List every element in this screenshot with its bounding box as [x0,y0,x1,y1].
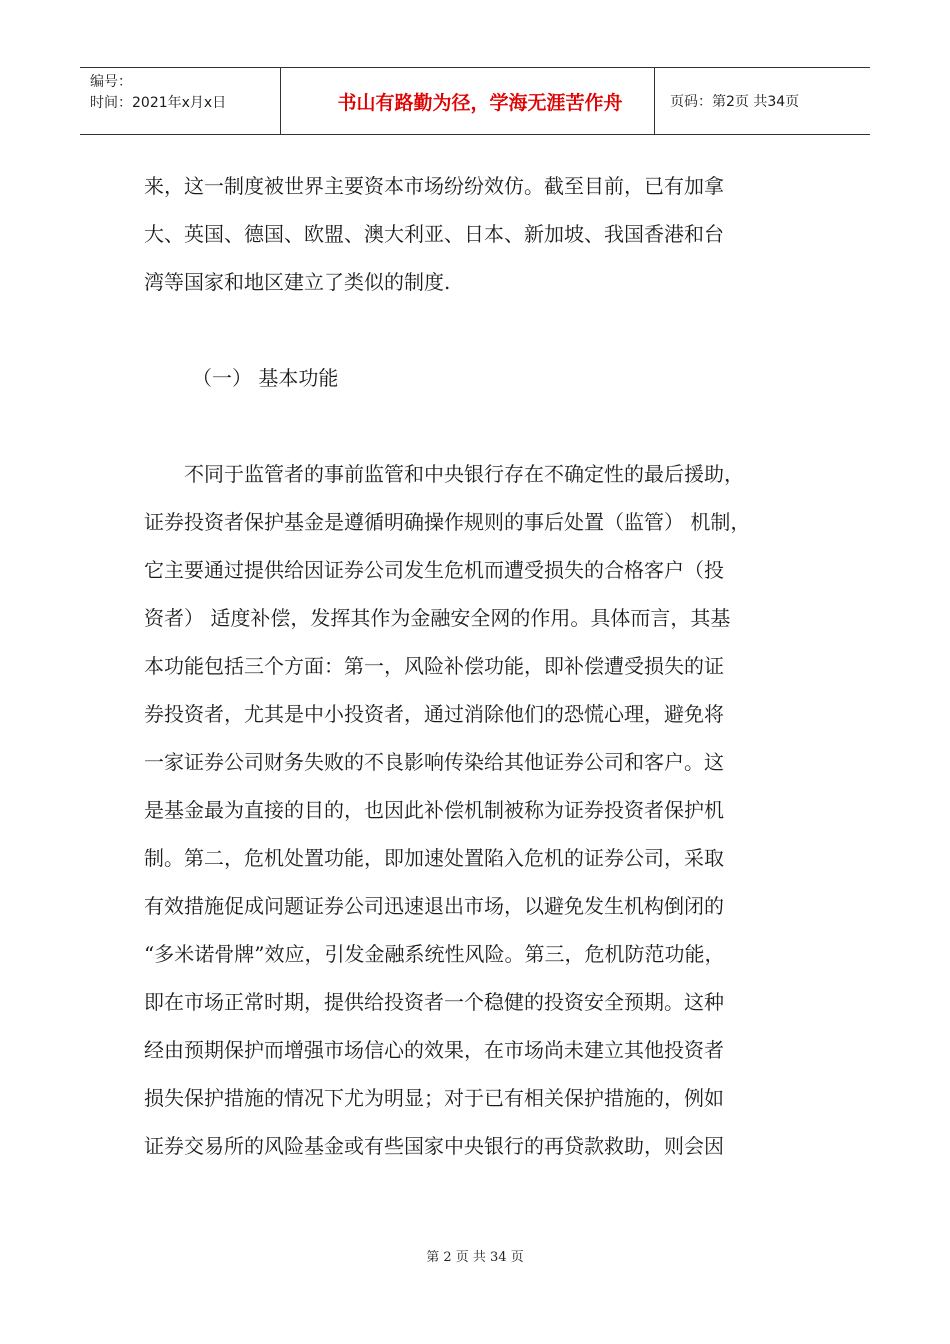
header-meta [90,72,226,114]
header-divider-right [654,68,655,134]
text-line: 经由预期保护而增强市场信心的效果，在市场尚未建立其他投资者 [144,1038,724,1062]
paragraph-basic-functions [144,454,824,1174]
text-line: 湾等国家和地区建立了类似的制度. [144,270,451,294]
header-divider-left [280,68,281,134]
text-line: “多米诺骨牌”效应，引发金融系统性风险。第三，危机防范功能， [144,942,725,966]
text-line: 券投资者，尤其是中小投资者，通过消除他们的恐慌心理，避免将 [144,702,724,726]
paragraph-spacer [144,406,824,454]
text-line: 证券交易所的风险基金或有些国家中央银行的再贷款救助，则会因 [144,1134,724,1158]
text-line: 它主要通过提供给因证券公司发生危机而遭受损失的合格客户（投 [144,558,724,582]
document-body [144,166,824,1174]
text-line: 来，这一制度被世界主要资本市场纷纷效仿。截至目前，已有加拿 [144,174,724,198]
serial-number-label: 编号： [90,74,132,90]
header-page-info: 页码：第2页 共34页 [670,94,800,110]
text-line: 资者） 适度补偿，发挥其作为金融安全网的作用。具体而言，其基 [144,606,731,630]
text-line: 制。第二，危机处置功能，即加速处置陷入危机的证券公司，采取 [144,846,724,870]
header-motto: 书山有路勤为径，学海无涯苦作舟 [337,91,623,114]
text-line: 有效措施促成问题证券公司迅速退出市场，以避免发生机构倒闭的 [144,894,724,918]
text-line: 即在市场正常时期，提供给投资者一个稳健的投资安全预期。这种 [144,990,724,1014]
text-line: 损失保护措施的情况下尤为明显；对于已有相关保护措施的，例如 [144,1086,724,1110]
document-header [80,67,870,135]
section-heading: （一） 基本功能 [192,366,339,390]
text-line: 一家证券公司财务失败的不良影响传染给其他证券公司和客户。这 [144,750,724,774]
text-line: 大、英国、德国、欧盟、澳大利亚、日本、新加坡、我国香港和台 [144,222,724,246]
paragraph-intro [144,166,824,310]
text-line: 本功能包括三个方面：第一，风险补偿功能，即补偿遭受损失的证 [144,654,724,678]
date-label: 时间：2021年x月x日 [90,95,227,111]
text-line: 是基金最为直接的目的，也因此补偿机制被称为证券投资者保护机 [144,798,724,822]
page-footer: 第 2 页 共 34 页 [426,1250,524,1265]
paragraph-spacer [144,310,824,358]
text-line: 不同于监管者的事前监管和中央银行存在不确定性的最后援助， [144,462,744,486]
text-line: 证券投资者保护基金是遵循明确操作规则的事后处置（监管） 机制， [144,510,751,534]
